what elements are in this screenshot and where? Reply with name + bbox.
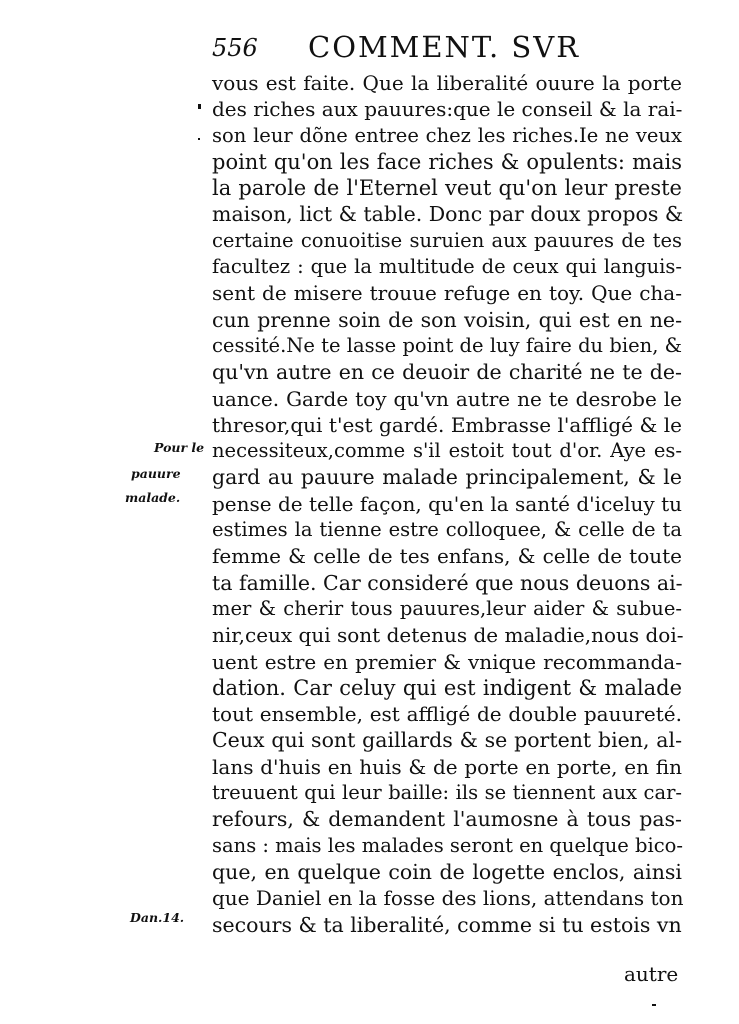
text-line: son leur dõne entree chez les riches.Ie ne veux: [212, 123, 682, 147]
text-line: thresor,qui t'est gardé. Embrasse l'affligé & le: [212, 412, 682, 437]
text-line: gard au pauure malade principalement, & le: [212, 465, 682, 490]
text-line: certaine conuoitise suruien aux pauures de tes: [212, 228, 682, 252]
text-line: dation. Car celuy qui est indigent & malade: [212, 675, 682, 700]
ink-speck: [198, 104, 201, 109]
margin-note-pour-le: Pour le: [154, 440, 205, 455]
text-line: secours & ta liberalité, comme si tu estois vn: [212, 912, 682, 937]
page-number: 556: [212, 34, 258, 62]
margin-note-malade: malade.: [125, 490, 181, 505]
text-line: uance. Garde toy qu'vn autre ne te desrobe le: [212, 386, 682, 411]
catchword: autre: [624, 962, 679, 986]
ink-speck: [198, 138, 200, 140]
text-line: des riches aux pauures:que le conseil & la rai-: [212, 97, 683, 122]
text-line: cun prenne soin de son voisin, qui est en ne-: [212, 307, 682, 332]
text-line: maison, lict & table. Donc par doux propos &: [212, 202, 684, 227]
text-line: cessité.Ne te lasse point de luy faire du bien, &: [212, 333, 682, 357]
text-line: sans : mais les malades seront en quelque bico-: [212, 833, 683, 857]
page-header: [212, 30, 682, 64]
text-line: necessiteux,comme s'il estoit tout d'or. Aye es-: [212, 439, 682, 463]
text-line: Ceux qui sont gaillards & se portent bien, al-: [212, 728, 682, 753]
text-line: refours, & demandent l'aumosne à tous pas-: [212, 807, 682, 832]
running-head: COMMENT. SVR: [308, 30, 581, 64]
text-line: tout ensemble, est affligé de double pauureté.: [212, 702, 682, 727]
text-line: nir,ceux qui sont detenus de maladie,nous doi-: [212, 623, 684, 648]
text-line: treuuent qui leur baille: ils se tiennent aux car-: [212, 781, 682, 805]
ink-speck: [652, 1004, 656, 1006]
main-text-block: [212, 70, 682, 938]
text-line: facultez : que la multitude de ceux qui languis-: [212, 255, 682, 279]
text-line: femme & celle de tes enfans, & celle de toute: [212, 544, 682, 569]
text-line: sent de misere trouue refuge en toy. Que cha-: [212, 281, 682, 306]
text-line: mer & cherir tous pauures,leur aider & subue-: [212, 596, 682, 620]
text-line: uent estre en premier & vnique recommanda-: [212, 649, 682, 674]
text-line: que Daniel en la fosse des lions, attendans ton: [212, 886, 684, 911]
text-line: pense de telle façon, qu'en la santé d'iceluy tu: [212, 491, 682, 516]
margin-note-daniel-reference: Dan.14.: [130, 910, 185, 925]
text-line: lans d'huis en huis & de porte en porte, en fin: [212, 754, 682, 779]
text-line: que, en quelque coin de logette enclos, ainsi: [212, 859, 682, 884]
text-line: qu'vn autre en ce deuoir de charité ne te de-: [212, 360, 682, 385]
text-line: point qu'on les face riches & opulents: mais: [212, 149, 682, 174]
margin-note-pauure: pauure: [131, 466, 181, 481]
text-line: la parole de l'Eternel veut qu'on leur preste: [212, 176, 682, 201]
text-line: estimes la tienne estre colloquee, & celle de ta: [212, 518, 682, 542]
text-line: ta famille. Car consideré que nous deuons ai-: [212, 570, 683, 595]
text-line: vous est faite. Que la liberalité ouure la porte: [212, 71, 682, 95]
